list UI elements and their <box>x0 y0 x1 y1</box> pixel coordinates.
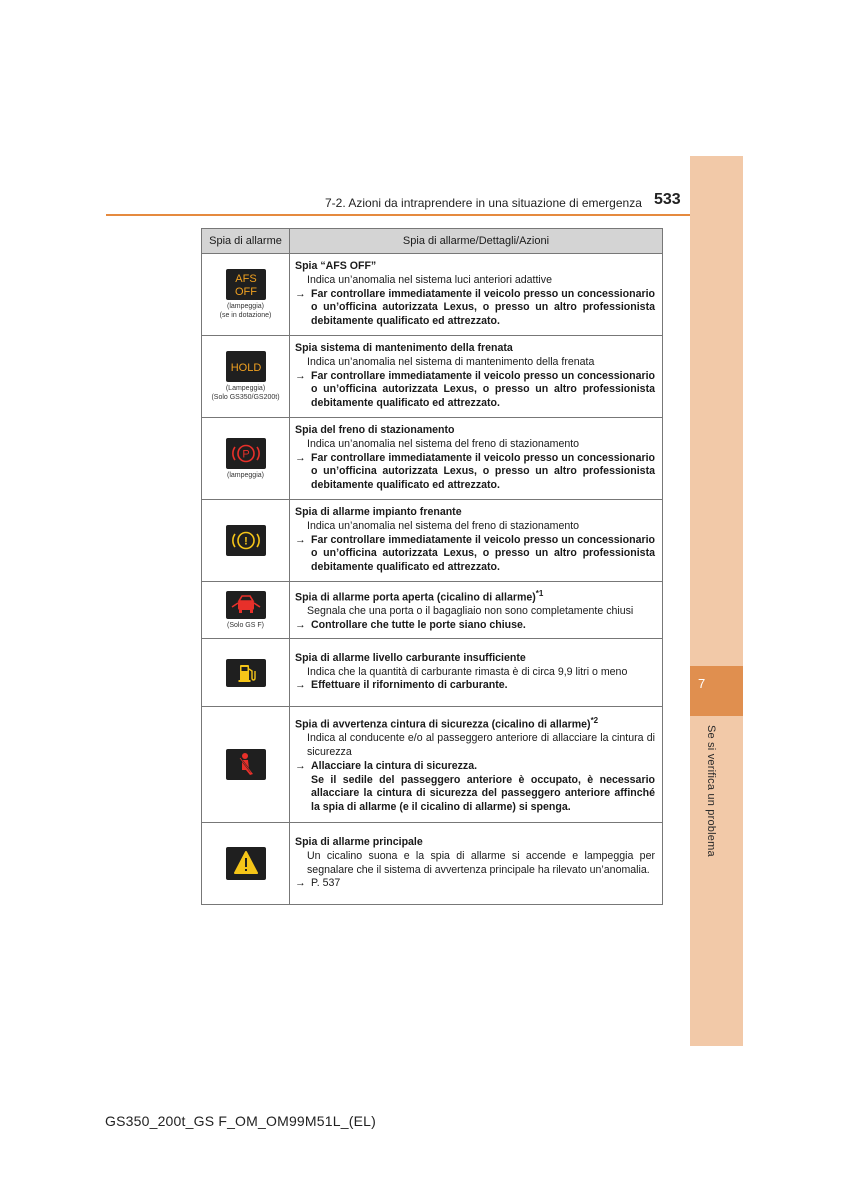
fuel-icon <box>226 659 266 687</box>
row-description: Indica un’anomalia nel sistema del freno di stazionamento <box>307 437 580 450</box>
row-title: Spia “AFS OFF” <box>295 260 377 272</box>
row-action: Far controllare immediatamente il veicolo presso un concessionario o un’officina autorizzata Lexus, o presso un altro professionista debitamente qualificato ed attrezzato. <box>311 287 655 328</box>
icon-note: (Lampeggia) <box>225 385 266 392</box>
arrow-icon: → <box>295 877 306 890</box>
row-action: Far controllare immediatamente il veicolo presso un concessionario o un’officina autorizzata Lexus, o presso un altro professionista debitamente qualificato ed attrezzato. <box>311 369 655 410</box>
arrow-icon: → <box>295 369 306 382</box>
p-text: P <box>241 448 250 460</box>
arrow-icon: → <box>295 619 306 632</box>
seatbelt-icon <box>226 749 266 780</box>
row-description: Indica che la quantità di carburante rimasta è di circa 9,9 litri o meno <box>307 665 628 678</box>
row-description: Indica al conducente e/o al passeggero anteriore di allacciare la cintura di sicurezza <box>307 732 655 759</box>
row-title: Spia di allarme impianto frenante <box>295 506 462 518</box>
chapter-label: Se si verifica un problema <box>705 725 717 857</box>
document-code: GS350_200t_GS F_OM_OM99M51L_(EL) <box>105 1113 376 1129</box>
table-row <box>202 707 663 823</box>
arrow-icon: → <box>295 287 306 300</box>
table-row <box>202 582 663 639</box>
row-title: Spia di allarme porta aperta (cicalino di allarme) <box>295 591 536 604</box>
icon-note: (lampeggia) <box>227 303 264 310</box>
table-header <box>202 229 663 254</box>
row-title: Spia di avvertenza cintura di sicurezza (cicalino di allarme) <box>295 718 591 731</box>
row-action: Controllare che tutte le porte siano chiuse. <box>311 619 526 632</box>
header-rule <box>106 214 690 216</box>
table-row <box>202 500 663 582</box>
door-open-icon <box>226 591 266 619</box>
footnote-marker: *2 <box>590 715 599 725</box>
arrow-icon: → <box>295 451 306 464</box>
row-description: Un cicalino suona e la spia di allarme si accende e lampeggia per segnalare che il sistema di avvertenza principale ha rilevato un’anomalia. <box>307 849 655 876</box>
chapter-number: 7 <box>698 676 706 691</box>
afs-text: AFS <box>234 273 257 285</box>
row-action: Allacciare la cintura di sicurezza. <box>311 759 478 772</box>
row-description: Indica un’anomalia nel sistema di mantenimento della frenata <box>307 355 595 368</box>
row-action-extra: Se il sedile del passeggero anteriore è occupato, è necessario allacciare la cintura di sicurezza del passeggero anteriore affinché la spia di allarme (e il cicalino di allarme) si spenga. <box>311 773 655 814</box>
page-number: 533 <box>654 191 681 208</box>
chapter-tab <box>690 666 743 716</box>
table-row <box>202 418 663 500</box>
row-title: Spia del freno di stazionamento <box>295 424 455 436</box>
brake-system-icon <box>226 525 266 556</box>
icon-note: (se in dotazione) <box>219 312 272 319</box>
row-description: Indica un’anomalia nel sistema del freno di stazionamento <box>307 519 580 532</box>
table-row <box>202 639 663 707</box>
row-action: Far controllare immediatamente il veicolo presso un concessionario o un’officina autorizzata Lexus, o presso un altro professionista debitamente qualificato ed attrezzato. <box>311 451 655 492</box>
hold-icon <box>226 351 266 382</box>
row-description: Indica un’anomalia nel sistema luci anteriori adattive <box>307 273 552 286</box>
icon-note: (Solo GS350/GS200t) <box>211 394 280 401</box>
hold-text: HOLD <box>230 362 261 374</box>
warning-light-table <box>201 228 663 905</box>
arrow-icon: → <box>295 533 306 546</box>
row-title: Spia di allarme principale <box>295 835 423 848</box>
table-row <box>202 336 663 418</box>
table-row <box>202 254 663 336</box>
off-text: OFF <box>234 286 257 298</box>
master-warning-icon <box>226 847 266 880</box>
row-description: Segnala che una porta o il bagagliaio non sono completamente chiusi <box>307 605 634 618</box>
arrow-icon: → <box>295 679 306 692</box>
table-row <box>202 823 663 905</box>
side-strip <box>690 156 743 1046</box>
row-action: Effettuare il rifornimento di carburante. <box>311 679 508 692</box>
page-reference-link[interactable]: P. 537 <box>311 877 341 890</box>
exclamation-text: ! <box>243 535 248 548</box>
row-title: Spia sistema di mantenimento della frenata <box>295 342 513 354</box>
icon-note: (Solo GS F) <box>227 621 264 629</box>
footnote-marker: *1 <box>535 589 544 599</box>
section-title: 7-2. Azioni da intraprendere in una situazione di emergenza <box>325 196 642 210</box>
column-header-details: Spia di allarme/Dettagli/Azioni <box>290 229 663 254</box>
icon-note: (lampeggia) <box>227 471 264 479</box>
arrow-icon: → <box>295 759 306 772</box>
row-title: Spia di allarme livello carburante insufficiente <box>295 651 526 664</box>
row-action: Far controllare immediatamente il veicolo presso un concessionario o un’officina autorizzata Lexus, o presso un altro professionista debitamente qualificato ed attrezzato. <box>311 533 655 574</box>
column-header-light: Spia di allarme <box>202 229 290 254</box>
afs-off-icon <box>226 269 266 300</box>
parking-brake-icon <box>226 438 266 469</box>
